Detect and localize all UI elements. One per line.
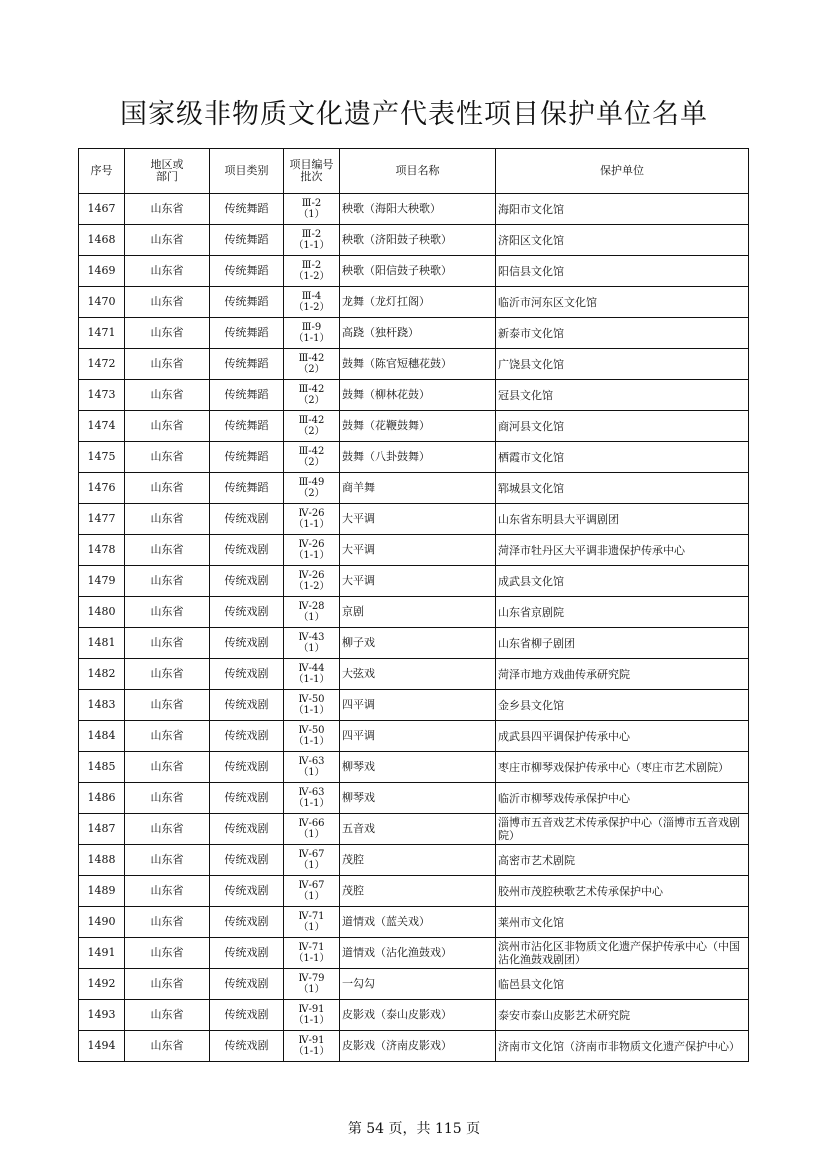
table-row xyxy=(79,1031,749,1062)
cell-code-number: Ⅲ-42 xyxy=(298,415,325,426)
cell-unit: 新泰市文化馆 xyxy=(496,318,749,349)
table-row xyxy=(79,969,749,1000)
cell-category: 传统舞蹈 xyxy=(210,411,284,442)
cell-unit: 菏泽市牡丹区大平调非遗保护传承中心 xyxy=(496,535,749,566)
table-row xyxy=(79,690,749,721)
cell-code xyxy=(284,783,340,814)
cell-code-batch: （1） xyxy=(298,829,325,840)
cell-name: 茂腔 xyxy=(340,845,496,876)
cell-region: 山东省 xyxy=(125,287,210,318)
cell-category: 传统戏剧 xyxy=(210,504,284,535)
cell-code xyxy=(284,442,340,473)
cell-unit: 莱州市文化馆 xyxy=(496,907,749,938)
cell-code-number: Ⅳ-50 xyxy=(298,694,325,705)
cell-code-batch: （1-1） xyxy=(293,736,330,747)
cell-name: 四平调 xyxy=(340,690,496,721)
cell-category: 传统戏剧 xyxy=(210,969,284,1000)
cell-code-number: Ⅲ-42 xyxy=(298,353,325,364)
cell-category: 传统舞蹈 xyxy=(210,442,284,473)
cell-unit: 成武县文化馆 xyxy=(496,566,749,597)
cell-num: 1488 xyxy=(79,845,125,876)
cell-region: 山东省 xyxy=(125,225,210,256)
cell-unit: 泰安市泰山皮影艺术研究院 xyxy=(496,1000,749,1031)
cell-code-batch: （1-2） xyxy=(293,581,330,592)
cell-code-number: Ⅳ-79 xyxy=(298,973,325,984)
cell-unit: 枣庄市柳琴戏保护传承中心（枣庄市艺术剧院） xyxy=(496,752,749,783)
cell-code-batch: （2） xyxy=(298,457,325,468)
cell-code xyxy=(284,380,340,411)
cell-code xyxy=(284,504,340,535)
cell-region: 山东省 xyxy=(125,566,210,597)
cell-code-batch: （1） xyxy=(298,612,325,623)
cell-name: 道情戏（蓝关戏） xyxy=(340,907,496,938)
cell-unit: 高密市艺术剧院 xyxy=(496,845,749,876)
cell-unit: 山东省京剧院 xyxy=(496,597,749,628)
cell-name: 柳琴戏 xyxy=(340,783,496,814)
cell-code xyxy=(284,473,340,504)
cell-unit: 商河县文化馆 xyxy=(496,411,749,442)
cell-region: 山东省 xyxy=(125,1031,210,1062)
cell-category: 传统戏剧 xyxy=(210,814,284,845)
cell-category: 传统戏剧 xyxy=(210,1000,284,1031)
cell-num: 1472 xyxy=(79,349,125,380)
table-row xyxy=(79,318,749,349)
cell-unit: 淄博市五音戏艺术传承保护中心（淄博市五音戏剧院） xyxy=(496,814,749,845)
cell-region: 山东省 xyxy=(125,473,210,504)
cell-code-batch: （1） xyxy=(298,860,325,871)
table-row xyxy=(79,349,749,380)
cell-name: 大平调 xyxy=(340,504,496,535)
cell-region: 山东省 xyxy=(125,318,210,349)
cell-code xyxy=(284,535,340,566)
table-row xyxy=(79,876,749,907)
cell-category: 传统戏剧 xyxy=(210,535,284,566)
cell-num: 1474 xyxy=(79,411,125,442)
table-row xyxy=(79,411,749,442)
cell-code xyxy=(284,752,340,783)
cell-region: 山东省 xyxy=(125,752,210,783)
cell-unit: 菏泽市地方戏曲传承研究院 xyxy=(496,659,749,690)
table-row xyxy=(79,287,749,318)
cell-region: 山东省 xyxy=(125,1000,210,1031)
cell-code-batch: （1） xyxy=(298,922,325,933)
table-row xyxy=(79,535,749,566)
cell-code-number: Ⅳ-91 xyxy=(298,1035,325,1046)
cell-code xyxy=(284,411,340,442)
cell-code-number: Ⅳ-44 xyxy=(298,663,325,674)
cell-num: 1491 xyxy=(79,938,125,969)
cell-num: 1477 xyxy=(79,504,125,535)
cell-category: 传统戏剧 xyxy=(210,876,284,907)
cell-region: 山东省 xyxy=(125,876,210,907)
cell-num: 1484 xyxy=(79,721,125,752)
table-row xyxy=(79,504,749,535)
cell-region: 山东省 xyxy=(125,504,210,535)
cell-num: 1493 xyxy=(79,1000,125,1031)
cell-name: 鼓舞（花鞭鼓舞） xyxy=(340,411,496,442)
cell-unit: 冠县文化馆 xyxy=(496,380,749,411)
header-unit: 保护单位 xyxy=(496,149,749,194)
cell-region: 山东省 xyxy=(125,597,210,628)
header-code-line2: 批次 xyxy=(300,170,323,183)
cell-unit: 临邑县文化馆 xyxy=(496,969,749,1000)
cell-code-number: Ⅲ-2 xyxy=(301,229,322,240)
heritage-table xyxy=(78,148,749,1062)
table-row xyxy=(79,473,749,504)
cell-code-batch: （1-1） xyxy=(293,953,330,964)
cell-code xyxy=(284,845,340,876)
cell-num: 1485 xyxy=(79,752,125,783)
cell-region: 山东省 xyxy=(125,845,210,876)
cell-code xyxy=(284,721,340,752)
cell-unit: 济阳区文化馆 xyxy=(496,225,749,256)
cell-code-number: Ⅲ-42 xyxy=(298,446,325,457)
cell-code-number: Ⅳ-50 xyxy=(298,725,325,736)
cell-region: 山东省 xyxy=(125,907,210,938)
cell-region: 山东省 xyxy=(125,411,210,442)
cell-category: 传统戏剧 xyxy=(210,752,284,783)
cell-code xyxy=(284,349,340,380)
cell-code-number: Ⅲ-4 xyxy=(301,291,322,302)
cell-code-number: Ⅳ-91 xyxy=(298,1004,325,1015)
cell-unit: 金乡县文化馆 xyxy=(496,690,749,721)
cell-num: 1486 xyxy=(79,783,125,814)
cell-name: 高跷（独杆跷） xyxy=(340,318,496,349)
cell-code xyxy=(284,1000,340,1031)
cell-region: 山东省 xyxy=(125,256,210,287)
cell-code xyxy=(284,566,340,597)
cell-unit: 阳信县文化馆 xyxy=(496,256,749,287)
cell-category: 传统戏剧 xyxy=(210,721,284,752)
cell-code-batch: （1） xyxy=(298,209,325,220)
table-row xyxy=(79,845,749,876)
cell-region: 山东省 xyxy=(125,659,210,690)
table-row xyxy=(79,1000,749,1031)
cell-num: 1467 xyxy=(79,194,125,225)
cell-code xyxy=(284,659,340,690)
table-row xyxy=(79,225,749,256)
cell-category: 传统戏剧 xyxy=(210,659,284,690)
cell-code-batch: （1-1） xyxy=(293,333,330,344)
cell-name: 龙舞（龙灯扛阁） xyxy=(340,287,496,318)
cell-code-batch: （2） xyxy=(298,426,325,437)
cell-unit: 临沂市河东区文化馆 xyxy=(496,287,749,318)
table-row xyxy=(79,721,749,752)
cell-unit: 滨州市沾化区非物质文化遗产保护传承中心（中国沾化渔鼓戏剧团） xyxy=(496,938,749,969)
header-code-line1: 项目编号 xyxy=(289,158,334,171)
cell-unit: 郓城县文化馆 xyxy=(496,473,749,504)
table-row xyxy=(79,783,749,814)
cell-num: 1481 xyxy=(79,628,125,659)
cell-num: 1492 xyxy=(79,969,125,1000)
cell-name: 茂腔 xyxy=(340,876,496,907)
cell-region: 山东省 xyxy=(125,194,210,225)
cell-code-number: Ⅳ-63 xyxy=(298,756,325,767)
cell-code xyxy=(284,225,340,256)
cell-category: 传统戏剧 xyxy=(210,783,284,814)
table-header-row xyxy=(79,149,749,194)
cell-code-number: Ⅲ-49 xyxy=(298,477,325,488)
cell-category: 传统戏剧 xyxy=(210,628,284,659)
header-region-line1: 地区或 xyxy=(150,158,184,171)
cell-name: 鼓舞（陈官短穗花鼓） xyxy=(340,349,496,380)
cell-code xyxy=(284,969,340,1000)
cell-code xyxy=(284,318,340,349)
cell-code-batch: （1-1） xyxy=(293,798,330,809)
cell-unit: 山东省东明县大平调剧团 xyxy=(496,504,749,535)
cell-code-number: Ⅲ-2 xyxy=(301,260,322,271)
cell-region: 山东省 xyxy=(125,938,210,969)
table-row xyxy=(79,194,749,225)
cell-name: 鼓舞（柳林花鼓） xyxy=(340,380,496,411)
cell-code-batch: （1） xyxy=(298,891,325,902)
cell-num: 1478 xyxy=(79,535,125,566)
cell-unit: 胶州市茂腔秧歌艺术传承保护中心 xyxy=(496,876,749,907)
cell-num: 1475 xyxy=(79,442,125,473)
cell-name: 皮影戏（济南皮影戏） xyxy=(340,1031,496,1062)
table-row xyxy=(79,566,749,597)
cell-num: 1490 xyxy=(79,907,125,938)
cell-category: 传统戏剧 xyxy=(210,597,284,628)
cell-name: 五音戏 xyxy=(340,814,496,845)
cell-code xyxy=(284,938,340,969)
cell-code-number: Ⅳ-26 xyxy=(298,539,325,550)
cell-unit: 成武县四平调保护传承中心 xyxy=(496,721,749,752)
cell-code xyxy=(284,256,340,287)
cell-code-batch: （2） xyxy=(298,488,325,499)
cell-category: 传统戏剧 xyxy=(210,938,284,969)
cell-num: 1483 xyxy=(79,690,125,721)
cell-code-number: Ⅳ-67 xyxy=(298,849,325,860)
cell-unit: 临沂市柳琴戏传承保护中心 xyxy=(496,783,749,814)
header-num: 序号 xyxy=(79,149,125,194)
cell-num: 1470 xyxy=(79,287,125,318)
cell-code-number: Ⅳ-71 xyxy=(298,911,325,922)
cell-category: 传统舞蹈 xyxy=(210,256,284,287)
cell-name: 大弦戏 xyxy=(340,659,496,690)
cell-code-number: Ⅳ-63 xyxy=(298,787,325,798)
cell-category: 传统舞蹈 xyxy=(210,318,284,349)
cell-category: 传统戏剧 xyxy=(210,1031,284,1062)
cell-code-batch: （1-1） xyxy=(293,240,330,251)
cell-region: 山东省 xyxy=(125,628,210,659)
cell-name: 秧歌（海阳大秧歌） xyxy=(340,194,496,225)
cell-category: 传统戏剧 xyxy=(210,907,284,938)
cell-code-number: Ⅲ-2 xyxy=(301,198,322,209)
cell-code-number: Ⅳ-26 xyxy=(298,570,325,581)
cell-code-number: Ⅳ-66 xyxy=(298,818,325,829)
cell-code-number: Ⅳ-43 xyxy=(298,632,325,643)
table-row xyxy=(79,814,749,845)
cell-num: 1479 xyxy=(79,566,125,597)
cell-name: 一勾勾 xyxy=(340,969,496,1000)
cell-unit: 广饶县文化馆 xyxy=(496,349,749,380)
cell-name: 秧歌（济阳鼓子秧歌） xyxy=(340,225,496,256)
page-title: 国家级非物质文化遗产代表性项目保护单位名单 xyxy=(120,99,708,130)
table-row xyxy=(79,907,749,938)
header-region xyxy=(125,149,210,194)
cell-category: 传统戏剧 xyxy=(210,566,284,597)
cell-region: 山东省 xyxy=(125,721,210,752)
cell-code-batch: （1-1） xyxy=(293,519,330,530)
cell-code xyxy=(284,628,340,659)
cell-code xyxy=(284,876,340,907)
cell-num: 1473 xyxy=(79,380,125,411)
cell-name: 道情戏（沾化渔鼓戏） xyxy=(340,938,496,969)
cell-num: 1469 xyxy=(79,256,125,287)
cell-code-number: Ⅳ-67 xyxy=(298,880,325,891)
cell-category: 传统舞蹈 xyxy=(210,194,284,225)
cell-code-batch: （1-1） xyxy=(293,1046,330,1057)
cell-region: 山东省 xyxy=(125,814,210,845)
page-footer: 第 54 页，共 115 页 xyxy=(347,1121,481,1137)
cell-code xyxy=(284,907,340,938)
cell-code-number: Ⅳ-28 xyxy=(298,601,325,612)
cell-name: 柳琴戏 xyxy=(340,752,496,783)
cell-code-batch: （1-2） xyxy=(293,302,330,313)
cell-code-batch: （2） xyxy=(298,395,325,406)
cell-code xyxy=(284,194,340,225)
cell-unit: 山东省柳子剧团 xyxy=(496,628,749,659)
cell-code-batch: （1） xyxy=(298,767,325,778)
cell-code xyxy=(284,814,340,845)
header-category: 项目类别 xyxy=(210,149,284,194)
table-row xyxy=(79,442,749,473)
table-row xyxy=(79,256,749,287)
header-code xyxy=(284,149,340,194)
cell-code-batch: （1-1） xyxy=(293,1015,330,1026)
cell-region: 山东省 xyxy=(125,690,210,721)
cell-code-batch: （1-2） xyxy=(293,271,330,282)
cell-category: 传统舞蹈 xyxy=(210,287,284,318)
cell-num: 1480 xyxy=(79,597,125,628)
cell-region: 山东省 xyxy=(125,969,210,1000)
cell-code-number: Ⅳ-26 xyxy=(298,508,325,519)
cell-code-batch: （1-1） xyxy=(293,705,330,716)
cell-num: 1471 xyxy=(79,318,125,349)
cell-name: 商羊舞 xyxy=(340,473,496,504)
cell-code-number: Ⅲ-42 xyxy=(298,384,325,395)
cell-name: 皮影戏（泰山皮影戏） xyxy=(340,1000,496,1031)
cell-region: 山东省 xyxy=(125,349,210,380)
cell-unit: 海阳市文化馆 xyxy=(496,194,749,225)
cell-category: 传统戏剧 xyxy=(210,845,284,876)
cell-code-number: Ⅳ-71 xyxy=(298,942,325,953)
table-row xyxy=(79,752,749,783)
cell-code-batch: （1） xyxy=(298,643,325,654)
cell-category: 传统舞蹈 xyxy=(210,380,284,411)
cell-region: 山东省 xyxy=(125,783,210,814)
cell-category: 传统舞蹈 xyxy=(210,473,284,504)
cell-unit: 栖霞市文化馆 xyxy=(496,442,749,473)
cell-code-batch: （1-1） xyxy=(293,550,330,561)
cell-num: 1487 xyxy=(79,814,125,845)
cell-name: 大平调 xyxy=(340,535,496,566)
table-row xyxy=(79,380,749,411)
cell-code xyxy=(284,1031,340,1062)
cell-category: 传统舞蹈 xyxy=(210,225,284,256)
cell-region: 山东省 xyxy=(125,442,210,473)
table-row xyxy=(79,597,749,628)
table-body xyxy=(79,194,749,1062)
cell-code-batch: （2） xyxy=(298,364,325,375)
table-row xyxy=(79,938,749,969)
cell-num: 1494 xyxy=(79,1031,125,1062)
cell-code-number: Ⅲ-9 xyxy=(301,322,322,333)
header-name: 项目名称 xyxy=(340,149,496,194)
cell-name: 四平调 xyxy=(340,721,496,752)
cell-unit: 济南市文化馆（济南市非物质文化遗产保护中心） xyxy=(496,1031,749,1062)
header-region-line2: 部门 xyxy=(156,170,178,183)
cell-code xyxy=(284,597,340,628)
cell-code xyxy=(284,690,340,721)
cell-category: 传统戏剧 xyxy=(210,690,284,721)
cell-name: 秧歌（阳信鼓子秧歌） xyxy=(340,256,496,287)
table-row xyxy=(79,628,749,659)
cell-num: 1476 xyxy=(79,473,125,504)
cell-name: 柳子戏 xyxy=(340,628,496,659)
cell-name: 鼓舞（八卦鼓舞） xyxy=(340,442,496,473)
cell-region: 山东省 xyxy=(125,535,210,566)
cell-code-batch: （1） xyxy=(298,984,325,995)
cell-region: 山东省 xyxy=(125,380,210,411)
cell-num: 1482 xyxy=(79,659,125,690)
cell-num: 1489 xyxy=(79,876,125,907)
cell-code xyxy=(284,287,340,318)
cell-num: 1468 xyxy=(79,225,125,256)
cell-name: 京剧 xyxy=(340,597,496,628)
table-row xyxy=(79,659,749,690)
cell-code-batch: （1-1） xyxy=(293,674,330,685)
cell-category: 传统舞蹈 xyxy=(210,349,284,380)
cell-name: 大平调 xyxy=(340,566,496,597)
